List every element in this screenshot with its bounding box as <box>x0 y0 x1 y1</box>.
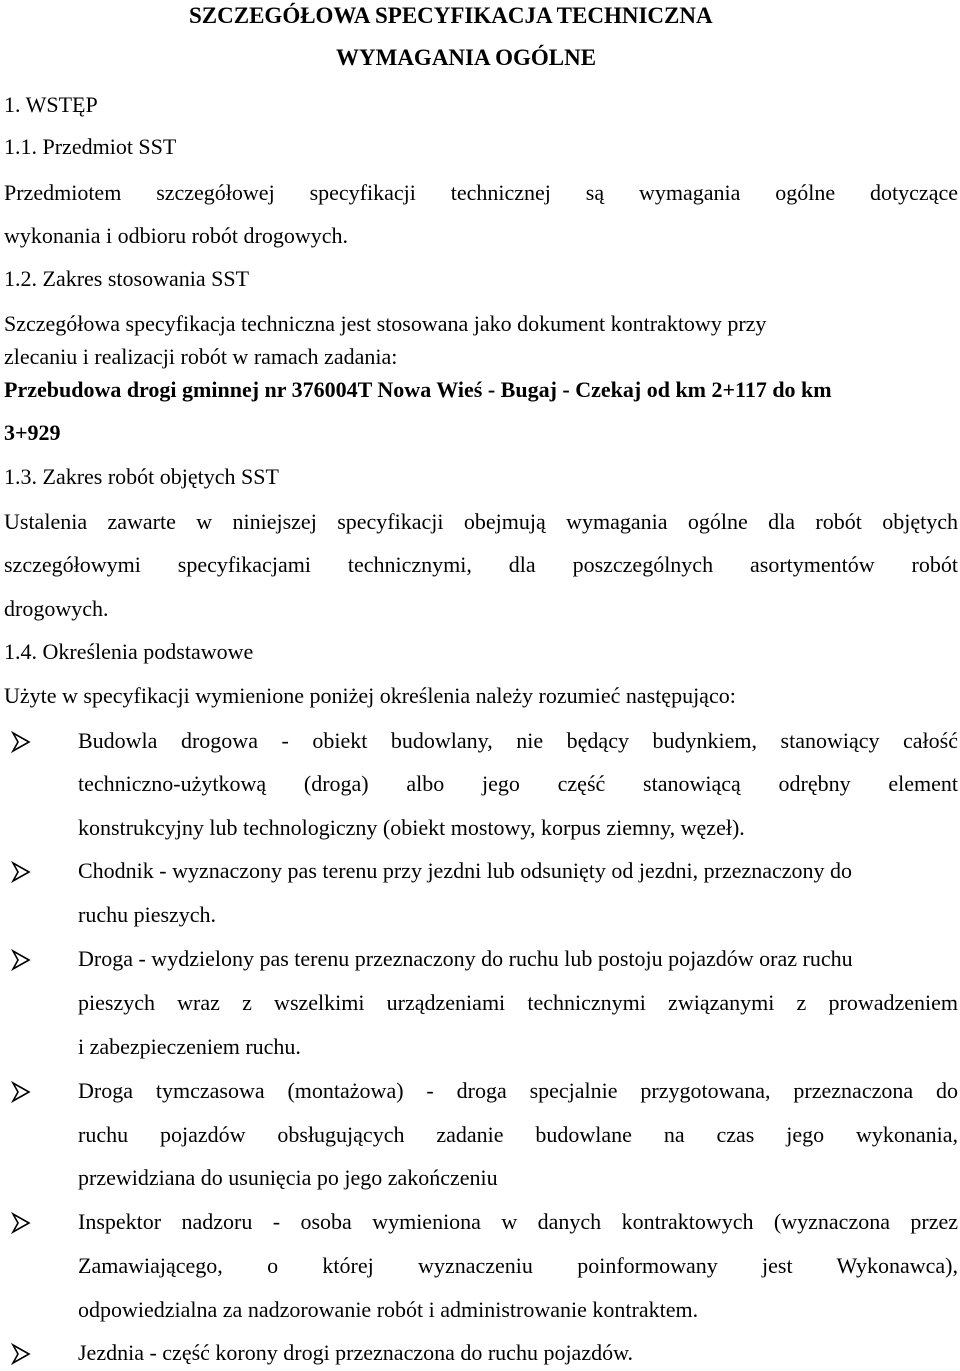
bullet-chodnik-line-2: ruchu pieszych. <box>78 902 217 927</box>
section-heading-1-4: 1.4. Określenia podstawowe <box>4 639 254 664</box>
bullet-budowla-line-2: techniczno-użytkową (droga) albo jego część stanowiącą odrębny element <box>78 771 958 796</box>
bullet-droga-tymczasowa-line-3: przewidziana do usunięcia po jego zakończeniu <box>78 1165 498 1190</box>
project-name-line-1: Przebudowa drogi gminnej nr 376004T Nowa Wieś - Bugaj - Czekaj od km 2+117 do km <box>4 377 832 402</box>
paragraph-1-2-line-1: Szczegółowa specyfikacja techniczna jest stosowana jako dokument kontraktowy przy <box>4 311 767 336</box>
paragraph-1-3-line-3: drogowych. <box>4 596 109 621</box>
bullet-chodnik-line-1: Chodnik - wyznaczony pas terenu przy jezdni lub odsunięty od jezdni, przeznaczony do <box>78 858 853 883</box>
project-name-line-2: 3+929 <box>4 420 61 445</box>
bullet-inspektor-line-1: Inspektor nadzoru - osoba wymieniona w danych kontraktowych (wyznaczona przez <box>78 1209 958 1234</box>
paragraph-1-1-line-1: Przedmiotem szczegółowej specyfikacji technicznej są wymagania ogólne dotyczące <box>4 180 958 205</box>
bullet-droga-tymczasowa-line-1: Droga tymczasowa (montażowa) - droga specjalnie przygotowana, przeznaczona do <box>78 1078 958 1103</box>
bullet-jezdnia-line-1: Jezdnia - część korony drogi przeznaczona do ruchu pojazdów. <box>78 1340 634 1365</box>
arrowhead-bullet-icon <box>8 1210 34 1236</box>
section-heading-1-2: 1.2. Zakres stosowania SST <box>4 266 250 291</box>
bullet-droga-line-3: i zabezpieczeniem ruchu. <box>78 1034 301 1059</box>
bullet-droga-line-1: Droga - wydzielony pas terenu przeznaczony do ruchu lub postoju pojazdów oraz ruchu <box>78 946 853 971</box>
arrowhead-bullet-icon <box>8 947 34 973</box>
bullet-droga-line-2: pieszych wraz z wszelkimi urządzeniami technicznymi związanymi z prowadzeniem <box>78 990 958 1015</box>
paragraph-1-1-line-2: wykonania i odbioru robót drogowych. <box>4 223 348 248</box>
section-heading-1-3: 1.3. Zakres robót objętych SST <box>4 464 279 489</box>
bullet-budowla-line-3: konstrukcyjny lub technologiczny (obiekt mostowy, korpus ziemny, węzeł). <box>78 815 745 840</box>
document-title: SZCZEGÓŁOWA SPECYFIKACJA TECHNICZNA <box>189 3 713 28</box>
section-heading-1-1: 1.1. Przedmiot SST <box>4 134 177 159</box>
arrowhead-bullet-icon <box>8 859 34 885</box>
bullet-droga-tymczasowa-line-2: ruchu pojazdów obsługujących zadanie budowlane na czas jego wykonania, <box>78 1122 958 1147</box>
bullet-budowla-line-1: Budowla drogowa - obiekt budowlany, nie będący budynkiem, stanowiący całość <box>78 728 958 753</box>
paragraph-1-2-line-2: zlecaniu i realizacji robót w ramach zadania: <box>4 344 398 369</box>
bullet-inspektor-line-3: odpowiedzialna za nadzorowanie robót i administrowanie kontraktem. <box>78 1297 699 1322</box>
paragraph-1-3-line-1: Ustalenia zawarte w niniejszej specyfikacji obejmują wymagania ogólne dla robót objętych <box>4 509 958 534</box>
bullet-inspektor-line-2: Zamawiającego, o której wyznaczeniu poinformowany jest Wykonawca), <box>78 1253 958 1278</box>
arrowhead-bullet-icon <box>8 1341 34 1367</box>
arrowhead-bullet-icon <box>8 729 34 755</box>
paragraph-1-3-line-2: szczegółowymi specyfikacjami technicznymi, dla poszczególnych asortymentów robót <box>4 552 958 577</box>
section-heading-1: 1. WSTĘP <box>4 92 98 117</box>
document-subtitle: WYMAGANIA OGÓLNE <box>336 45 597 70</box>
paragraph-1-4-intro: Użyte w specyfikacji wymienione poniżej określenia należy rozumieć następująco: <box>4 683 736 708</box>
arrowhead-bullet-icon <box>8 1079 34 1105</box>
